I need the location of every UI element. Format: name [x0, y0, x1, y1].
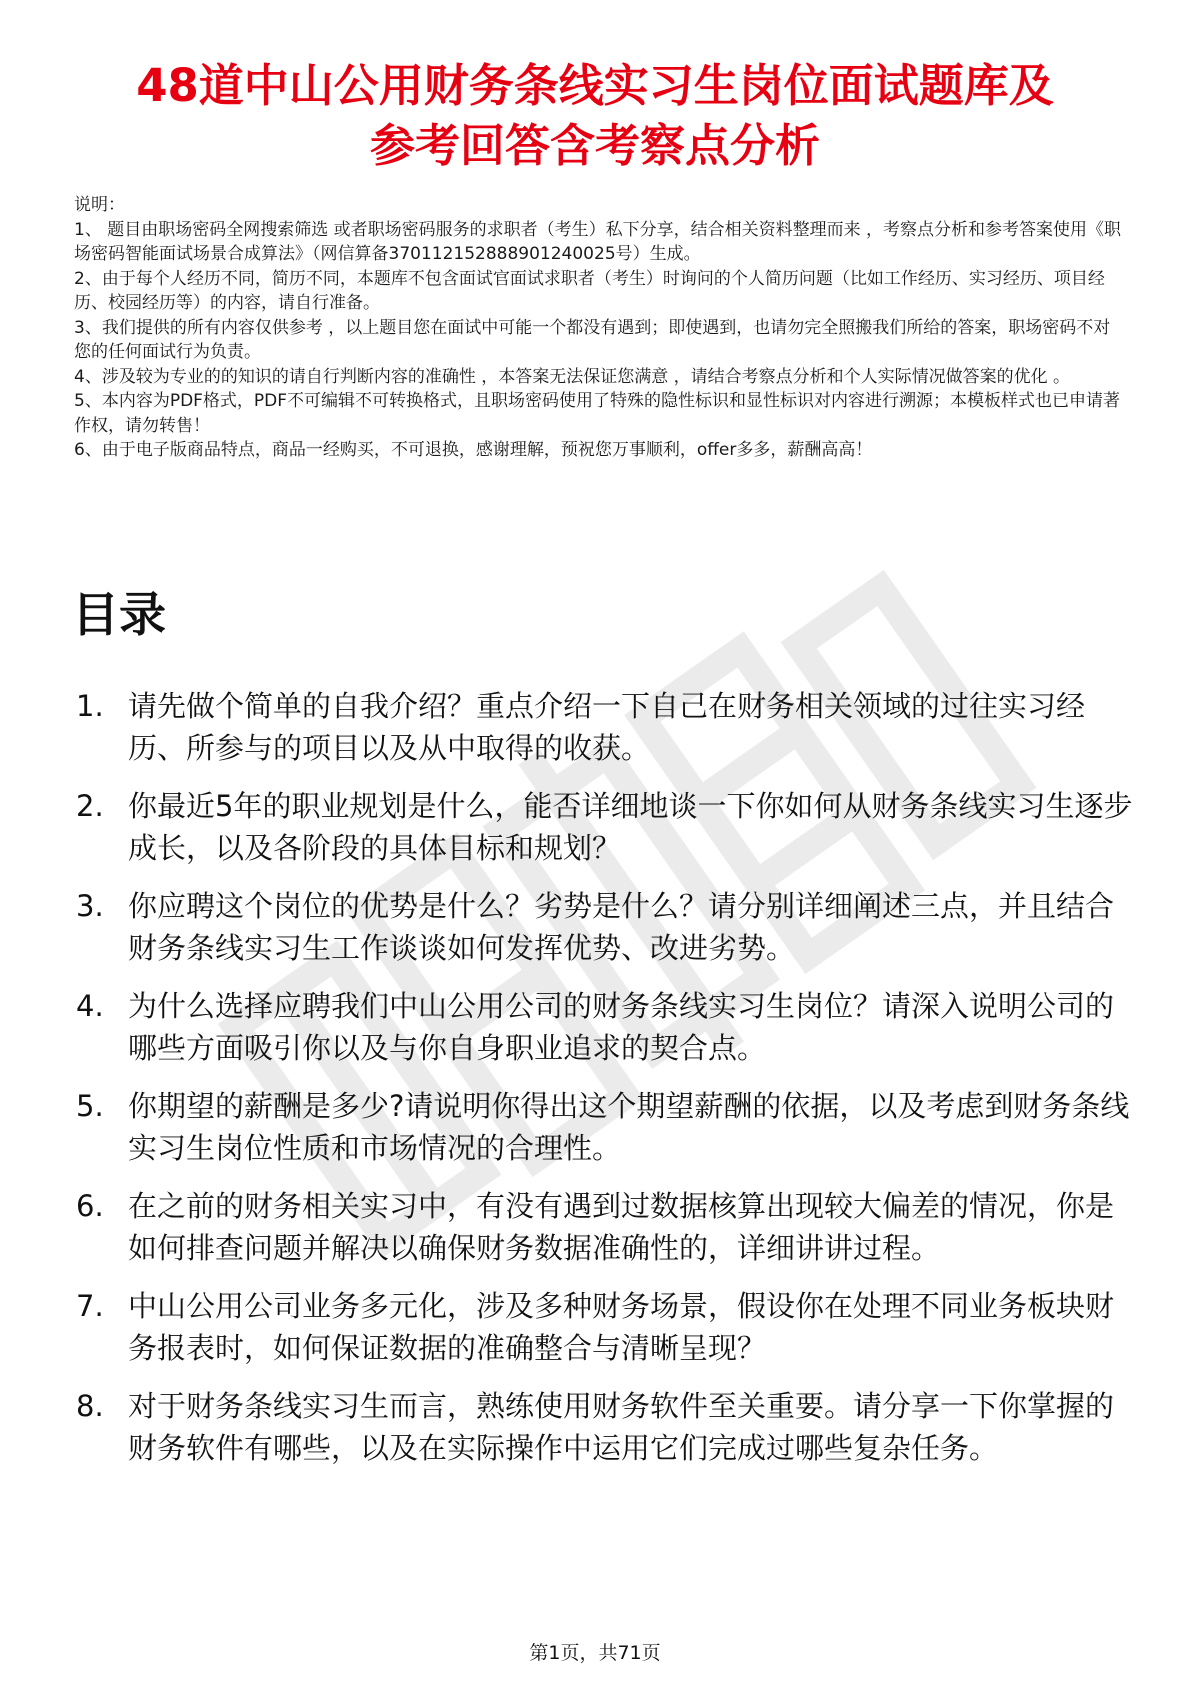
question-number: 3.: [76, 889, 104, 923]
note-item: 1、 题目由职场密码全网搜索筛选 或者职场密码服务的求职者（考生）私下分享，结合相关资料整理而来 ，考察点分析和参考答案使用《职场密码智能面试场景合成算法》（网信算备370112152888901240025号）生成。: [74, 219, 1122, 264]
question-number: 6.: [76, 1189, 104, 1223]
question-item: [76, 1385, 1136, 1469]
question-text: 中山公用公司业务多元化，涉及多种财务场景，假设你在处理不同业务板块财务报表时，如何保证数据的准确整合与清晰呈现？: [128, 1289, 1115, 1365]
question-number: 4.: [76, 989, 104, 1023]
question-text: 在之前的财务相关实习中，有没有遇到过数据核算出现较大偏差的情况，你是如何排查问题并解决以确保财务数据准确性的，详细讲讲过程。: [128, 1189, 1115, 1265]
notes-heading: 说明：: [74, 195, 125, 215]
page-number: 第1页，共71页: [529, 1642, 661, 1664]
note-item: 2、由于每个人经历不同，简历不同，本题库不包含面试官面试求职者（考生）时询问的个人简历问题（比如工作经历、实习经历、项目经历、校园经历等）的内容，请自行准备。: [74, 268, 1105, 313]
question-text: 请先做个简单的自我介绍？重点介绍一下自己在财务相关领域的过往实习经历、所参与的项目以及从中取得的收获。: [128, 689, 1086, 765]
question-item: [76, 885, 1136, 969]
question-text: 你期望的薪酬是多少?请说明你得出这个期望薪酬的依据，以及考虑到财务条线实习生岗位性质和市场情况的合理性。: [128, 1089, 1130, 1165]
question-number: 7.: [76, 1289, 104, 1323]
note-item: 3、我们提供的所有内容仅供参考 ，以上题目您在面试中可能一个都没有遇到；即使遇到，也请勿完全照搬我们所给的答案，职场密码不对您的任何面试行为负责。: [74, 317, 1111, 362]
title-line-2: 参考回答含考察点分析: [369, 119, 820, 172]
question-list: [76, 685, 1136, 1485]
question-item: [76, 1285, 1136, 1369]
note-item: 6、由于电子版商品特点，商品一经购买，不可退换，感谢理解，预祝您万事顺利，offer多多，薪酬高高！: [74, 440, 873, 460]
question-number: 8.: [76, 1389, 104, 1423]
document-title: [60, 56, 1130, 176]
question-number: 5.: [76, 1089, 104, 1123]
toc-heading: 目录: [72, 588, 166, 643]
note-item: 5、本内容为PDF格式，PDF不可编辑不可转换格式，且职场密码使用了特殊的隐性标识和显性标识对内容进行溯源；本模板样式也已申请著作权，请勿转售！: [74, 391, 1121, 436]
note-item: 4、涉及较为专业的的知识的请自行判断内容的准确性 ，本答案无法保证您满意 ，请结合考察点分析和个人实际情况做答案的优化 。: [74, 366, 1071, 387]
question-number: 2.: [76, 789, 104, 823]
title-line-1: 48道中山公用财务条线实习生岗位面试题库及: [136, 59, 1054, 112]
notes-section: [74, 193, 1124, 463]
question-item: [76, 985, 1136, 1069]
question-number: 1.: [76, 689, 104, 723]
question-item: [76, 1185, 1136, 1269]
question-text: 为什么选择应聘我们中山公用公司的财务条线实习生岗位？请深入说明公司的哪些方面吸引你以及与你自身职业追求的契合点。: [128, 989, 1115, 1065]
question-text: 对于财务条线实习生而言，熟练使用财务软件至关重要。请分享一下你掌握的财务软件有哪些，以及在实际操作中运用它们完成过哪些复杂任务。: [128, 1389, 1115, 1465]
question-item: [76, 1085, 1136, 1169]
question-text: 你应聘这个岗位的优势是什么？劣势是什么？请分别详细阐述三点，并且结合财务条线实习生工作谈谈如何发挥优势、改进劣势。: [128, 889, 1115, 965]
question-item: [76, 685, 1136, 769]
question-item: [76, 785, 1136, 869]
question-text: 你最近5年的职业规划是什么，能否详细地谈一下你如何从财务条线实习生逐步成长，以及各阶段的具体目标和规划？: [128, 789, 1133, 865]
